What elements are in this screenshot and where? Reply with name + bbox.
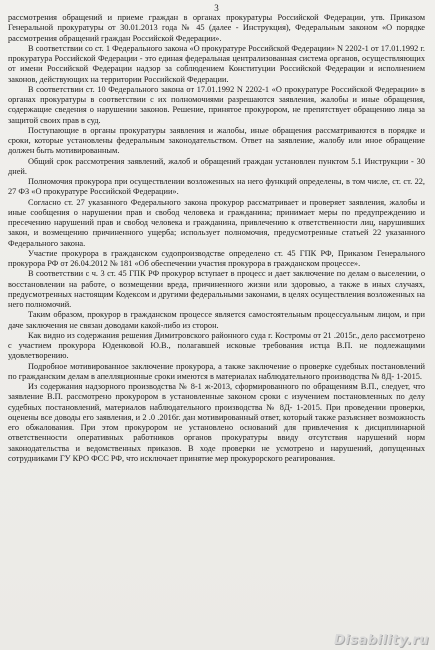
paragraph: В соответствии со ст. 1 Федерального закона «О прокуратуре Российской Федерации» N 2202-1 от 17.01.1992 г. прокуратура Российской Федерации - это единая федеральная централизованная система органов, осуществляющих от имени Российской Федерации надзор за соблюдением Конституции Российской Федерации и исполнением законов, действующих на территории Российской Федерации. (8, 43, 425, 84)
site-watermark: Disability.ru (333, 633, 429, 648)
paragraph: В соответствии с ч. 3 ст. 45 ГПК РФ прокурор вступает в процесс и дает заключение по делам о выселении, о восстановлении на работе, о возмещении вреда, причиненного жизни или здоровью, а также в иных случаях, предусмотренных настоящим Кодексом и другими федеральными законами, в целях осуществления возложенных на него полномочий. (8, 269, 425, 309)
paragraph: Таким образом, прокурор в гражданском процессе является самостоятельным процессуальным лицом, и при даче заключения не связан доводами какой-либо из сторон. (8, 310, 425, 330)
paragraph: Как видно из содержания решения Димитровского районного суда г. Костромы от 21 .2015г., дело рассмотрено с участием прокурора Юденковой Ю.В., полагавшей исковые требования истца В.П. не подлежащими удовлетворению. (8, 330, 425, 361)
paragraph: В соответствии ст. 10 Федерального закона от 17.01.1992 N 2202-1 «О прокуратуре Российской Федерации» в органах прокуратуры в соответствии с их полномочиями разрешаются заявления, жалобы и иные обращения, содержащие сведения о нарушении законов. Решение, принятое прокурором, не препятствует обращению лица за защитой своих прав в суд. (8, 84, 425, 125)
paragraph: Поступающие в органы прокуратуры заявления и жалобы, иные обращения рассматриваются в порядке и сроки, которые установлены федеральным законодательством. Ответ на заявление, жалобу или иное обращение должен быть мотивированным. (8, 125, 425, 156)
paragraph: Общий срок рассмотрения заявлений, жалоб и обращений граждан установлен пунктом 5.1 Инструкции - 30 дней. (8, 156, 425, 176)
paragraph: Подробное мотивированное заключение прокурора, а также заключение о проверке судебных постановлений по гражданским делам в апелляционные сроки имеются в материалах наблюдательного производства № 8Д- 1-2015. (8, 361, 425, 381)
paragraph: рассмотрения обращений и приеме граждан в органах прокуратуры Российской Федерации, утв. Приказом Генеральной прокуратуры от 30.01.2013 года № 45 (далее - Инструкция), Федеральным законом «О порядке рассмотрения обращений граждан Российской Федерации». (8, 13, 425, 43)
paragraph: Согласно ст. 27 указанного Федерального закона прокурор рассматривает и проверяет заявления, жалобы и иные сообщения о нарушении прав и свобод человека и гражданина; принимает меры по предупреждению и пресечению нарушений прав и свобод человека и гражданина, привлечению к ответственности лиц, нарушивших закон, и возмещению причиненного ущерба; использует полномочия, предусмотренные статьей 22 указанного Федерального закона. (8, 197, 425, 248)
paragraph: Участие прокурора в гражданском судопроизводстве определено ст. 45 ГПК РФ, Приказом Генерального прокурора РФ от 26.04.2012 № 181 «Об обеспечении участия прокурора в гражданском процессе». (8, 248, 425, 268)
paragraph: Из содержания надзорного производства № 8-1 ж-2013, сформированного по обращениям В.П., следует, что заявление В.П. рассмотрено прокурором в установленные законом сроки с изучением постановленных по делу судебных постановлений, материалов наблюдательного производства № 8Д- 1-2015. При проведении проверки, оценены все доводы его заявления, и 2 .0 .2016г. дан мотивированный ответ, который также разъясняет возможность его обжалования. При этом прокурором не установлено оснований для привлечения к дисциплинарной ответственности оперативных работников органов прокуратуры ввиду отсутствия нарушений норм законодательства и ведомственных приказов. В ходе проверки не усмотрено и нарушений, допущенных сотрудниками ГУ КРО ФСС РФ, что исключает принятие мер прокурорского реагирования. (8, 382, 425, 463)
document-body (8, 13, 425, 464)
paragraph: Полномочия прокурора при осуществлении возложенных на него функций определены, в том числе, ст. ст. 22, 27 ФЗ «О прокуратуре Российской Федерации». (8, 177, 425, 197)
page-number: 3 (214, 3, 219, 13)
